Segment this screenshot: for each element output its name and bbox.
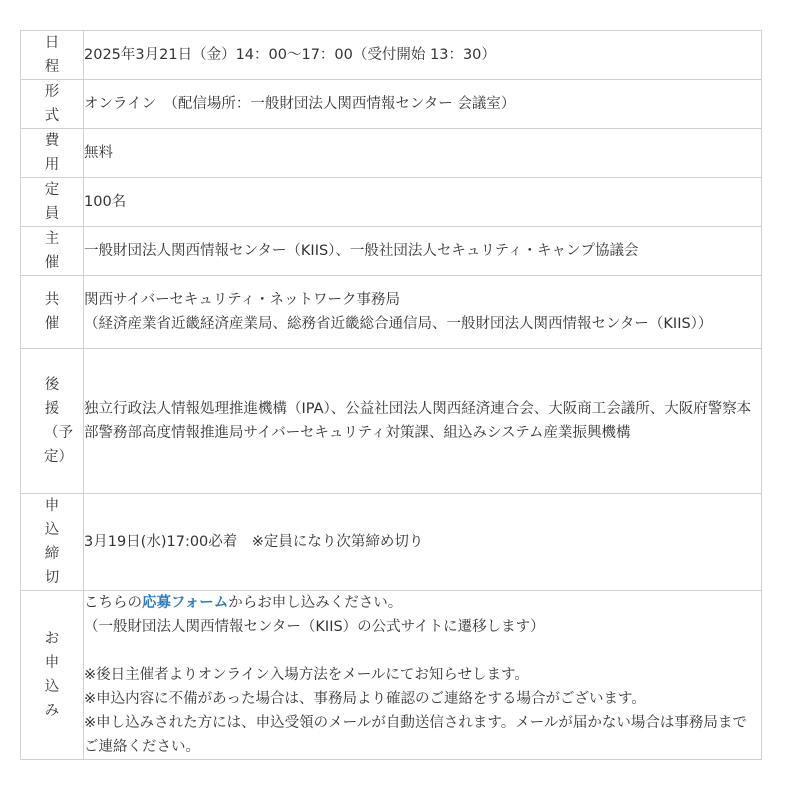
row-format — [21, 80, 762, 129]
label-schedule: 日程 — [21, 31, 84, 80]
value-schedule: 2025年3月21日（金）14：00〜17：00（受付開始 13：30） — [84, 31, 762, 80]
row-schedule — [21, 31, 762, 80]
label-capacity: 定員 — [21, 178, 84, 227]
label-co-organizer: 共催 — [21, 276, 84, 349]
label-organizer: 主催 — [21, 227, 84, 276]
label-format: 形式 — [21, 80, 84, 129]
value-fee: 無料 — [84, 129, 762, 178]
value-deadline: 3月19日(水)17:00必着 ※定員になり次第締め切り — [84, 494, 762, 591]
label-sponsorship: 後援（予定） — [21, 349, 84, 494]
spacer — [84, 639, 761, 663]
application-form-link[interactable]: 応募フォーム — [142, 595, 229, 611]
application-note-3: ※申し込みされた方には、申込受領のメールが自動送信されます。メールが届かない場合は事務局までご連絡ください。 — [84, 715, 747, 755]
label-deadline: 申込締切 — [21, 494, 84, 591]
value-capacity: 100名 — [84, 178, 762, 227]
label-application: お申込み — [21, 591, 84, 760]
value-co-organizer — [84, 276, 762, 349]
value-application — [84, 591, 762, 760]
row-deadline — [21, 494, 762, 591]
label-fee: 費用 — [21, 129, 84, 178]
row-sponsorship — [21, 349, 762, 494]
value-organizer: 一般財団法人関西情報センター（KIIS）、一般社団法人セキュリティ・キャンプ協議会 — [84, 227, 762, 276]
application-note-2: ※申込内容に不備があった場合は、事務局より確認のご連絡をする場合がございます。 — [84, 691, 646, 707]
co-organizer-line-1: 関西サイバーセキュリティ・ネットワーク事務局 — [84, 292, 400, 308]
row-fee — [21, 129, 762, 178]
row-organizer — [21, 227, 762, 276]
application-intro — [84, 591, 761, 615]
application-note-1: ※後日主催者よりオンライン入場方法をメールにてお知らせします。 — [84, 667, 529, 683]
event-info-table — [20, 30, 762, 760]
application-intro-after: からお申し込みください。 — [228, 595, 403, 611]
application-redirect-note: （一般財団法人関西情報センター（KIIS）の公式サイトに遷移します） — [84, 619, 545, 635]
row-application — [21, 591, 762, 760]
value-format: オンライン （配信場所：一般財団法人関西情報センター 会議室） — [84, 80, 762, 129]
row-co-organizer — [21, 276, 762, 349]
row-capacity — [21, 178, 762, 227]
co-organizer-line-2: （経済産業省近畿経済産業局、総務省近畿総合通信局、一般財団法人関西情報センター（KIIS）） — [84, 316, 713, 332]
value-sponsorship: 独立行政法人情報処理推進機構（IPA）、公益社団法人関西経済連合会、大阪商工会議所、大阪府警察本部警務部高度情報推進局サイバーセキュリティ対策課、組込みシステム産業振興機構 — [84, 349, 762, 494]
application-intro-before: こちらの — [84, 595, 142, 611]
